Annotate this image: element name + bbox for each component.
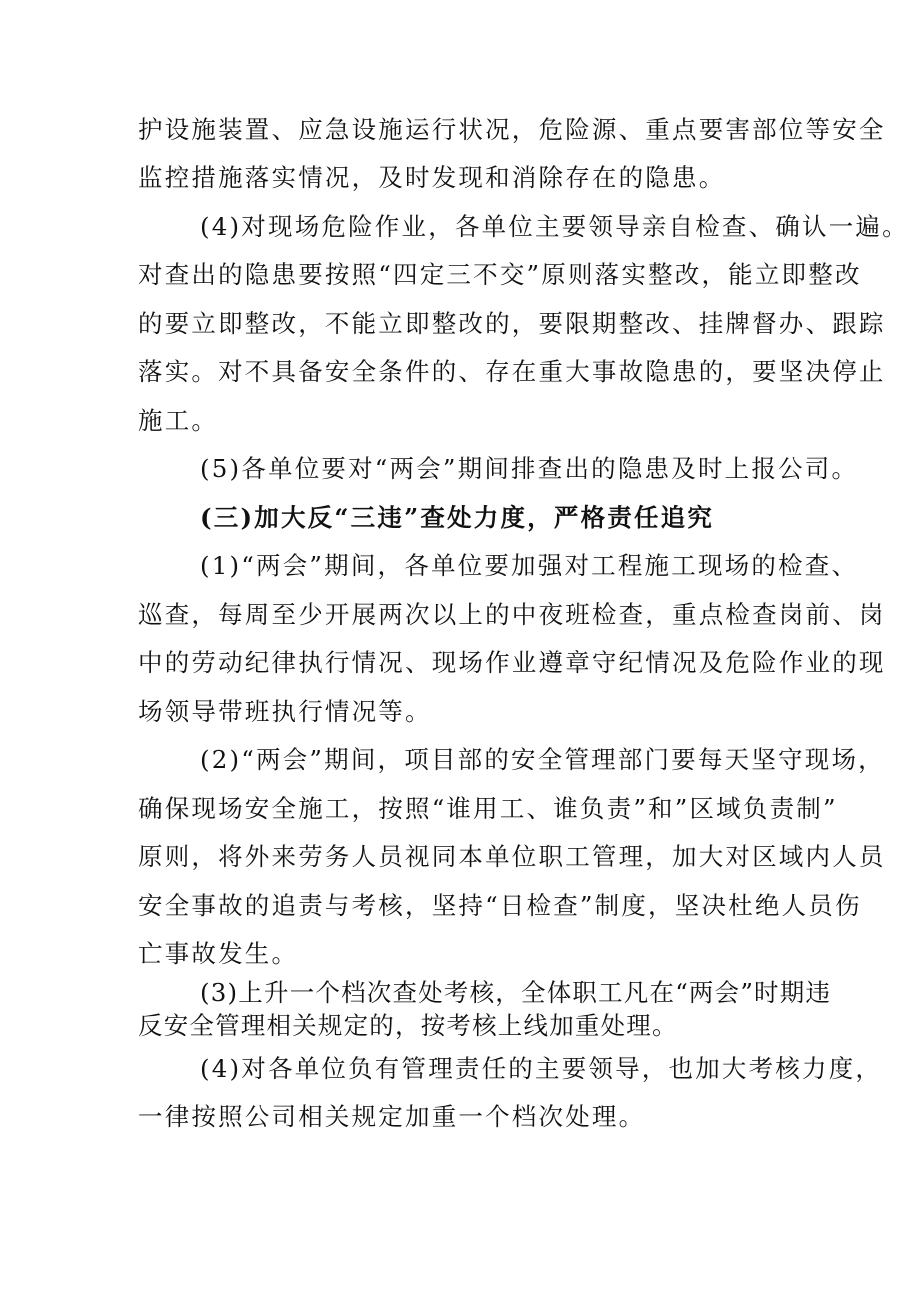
text-line: 场领导带班执行情况等。 bbox=[138, 697, 432, 726]
paragraph-start-line: (3)上升一个档次查处考核，全体职工凡在“两会”时期违 bbox=[200, 978, 832, 1007]
text-line: 落实。对不具备安全条件的、存在重大事故隐患的，要坚决停止 bbox=[138, 357, 886, 386]
text-line: 施工。 bbox=[138, 406, 219, 435]
text-line: 确保现场安全施工，按照“谁用工、谁负责”和”区域负责制” bbox=[138, 794, 838, 823]
text-line: 原则，将外来劳务人员视同本单位职工管理，加大对区域内人员 bbox=[138, 842, 886, 871]
text-line: 安全事故的追责与考核，坚持“日检查”制度，坚决杜绝人员伤 bbox=[138, 891, 862, 920]
paragraph-start-line: (4)对现场危险作业，各单位主要领导亲自检查、确认一遍。 bbox=[200, 212, 909, 241]
text-line: 对查出的隐患要按照“四定三不交”原则落实整改，能立即整改 bbox=[138, 260, 862, 289]
text-line: 中的劳动纪律执行情况、现场作业遵章守纪情况及危险作业的现 bbox=[138, 648, 886, 677]
text-line: 巡查，每周至少开展两次以上的中夜班检查，重点检查岗前、岗 bbox=[138, 600, 886, 629]
section-heading: (三)加大反“三违”查处力度，严格责任追究 bbox=[200, 503, 715, 532]
text-line: 一律按照公司相关规定加重一个档次处理。 bbox=[138, 1102, 646, 1131]
text-line: 反安全管理相关规定的，按考核上线加重处理。 bbox=[138, 1011, 678, 1040]
paragraph-start-line: (1)“两会”期间，各单位要加强对工程施工现场的检查、 bbox=[200, 551, 859, 580]
paragraph-start-line: (5)各单位要对“两会”期间排查出的隐患及时上报公司。 bbox=[200, 454, 859, 483]
text-line: 监控措施落实情况，及时发现和消除存在的隐患。 bbox=[138, 163, 726, 192]
text-line: 亡事故发生。 bbox=[138, 939, 299, 968]
paragraph-start-line: (2)“两会”期间，项目部的安全管理部门要每天坚守现场， bbox=[200, 745, 885, 774]
paragraph-start-line: (4)对各单位负有管理责任的主要领导，也加大考核力度， bbox=[200, 1054, 883, 1083]
text-line: 的要立即整改，不能立即整改的，要限期整改、挂牌督办、跟踪 bbox=[138, 309, 886, 338]
text-line: 护设施装置、应急设施运行状况，危险源、重点要害部位等安全 bbox=[138, 115, 886, 144]
